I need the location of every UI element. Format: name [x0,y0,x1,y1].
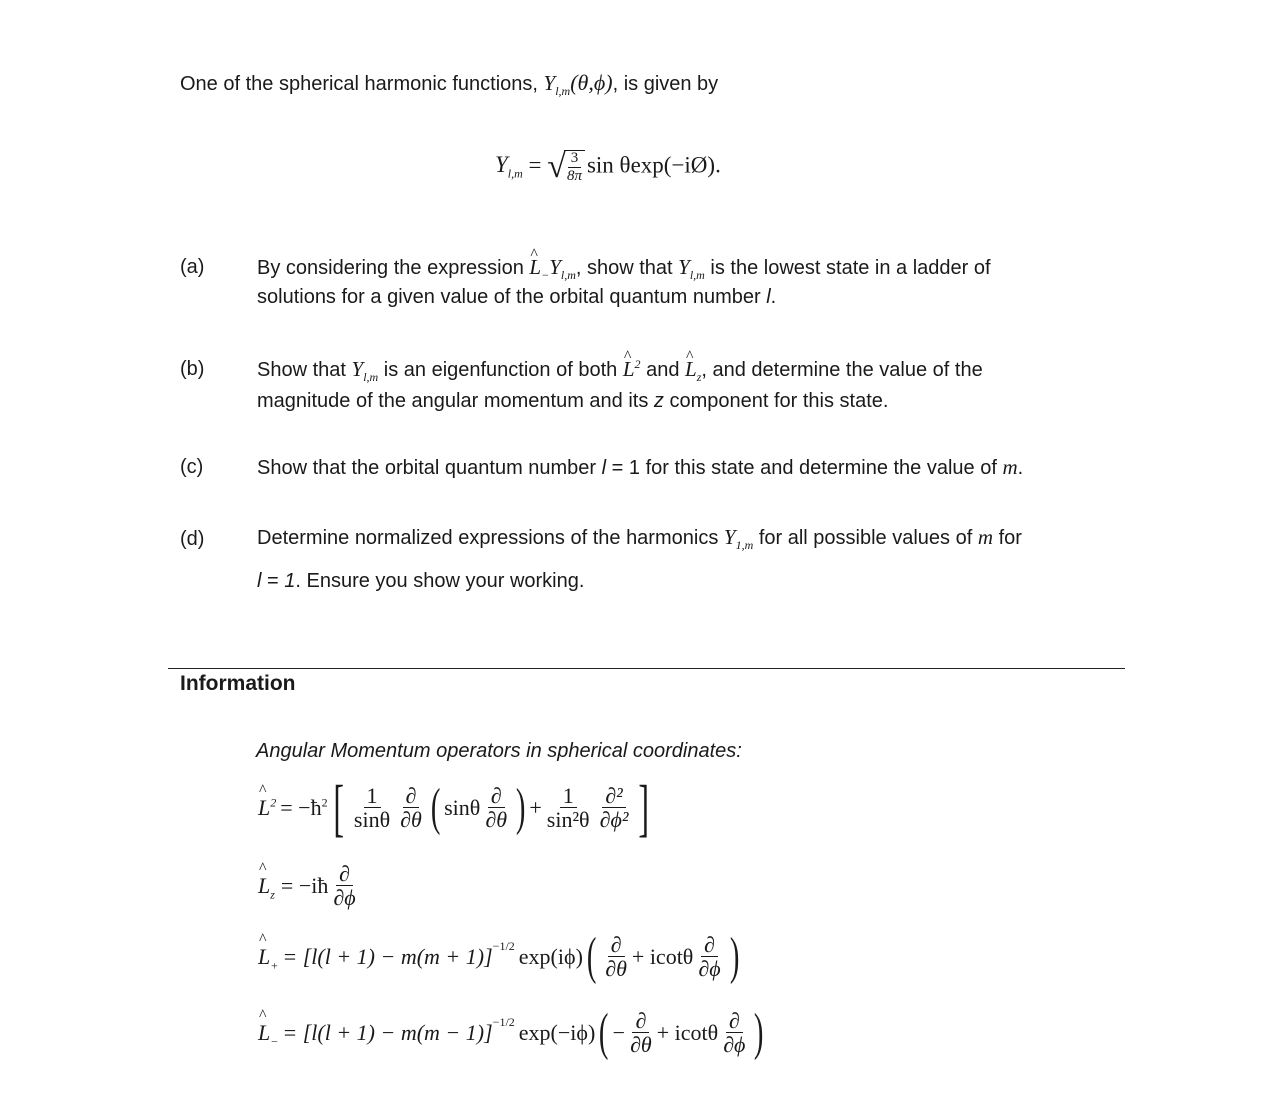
right-bracket-icon: ] [638,772,650,843]
left-bracket-icon: [ [332,772,344,843]
intro-symbol: $Y_{l,m}$ [543,71,571,99]
intro-text-before: One of the spherical harmonic functions, [180,73,538,95]
main-equation [495,148,721,186]
part-b-label: (b) [180,358,205,380]
eq-l-squared: ^ $L^2$ = $-ħ^2$ [ $\frac{1}{\sin\theta}$ $\frac{\partial}{\partial\theta}$ ( sinθ $\frac{\partial}{\partial\theta}$ ) + $\frac{1}{\text{sin²θ}}$ $\frac{\text{∂²}}{\text{∂ϕ²}}$ ] [258,772,655,844]
l-z-operator: ^ L [685,354,697,385]
intro-line [180,70,718,97]
eq-l-z: ^ $L_z$ = −iħ $\frac{\partial}{\partial\phi}$ [258,852,361,920]
part-b-text: Show that $Y_{l,m}$ is an eigenfunction of both ^ $L^2$ and ^ $L_z$, and determine the value of the magnitude of the angular momentum and its z component for this state. [257,354,983,417]
main-eq-rhs: sin θexp(−iØ). [586,152,721,178]
part-c-text: Show that the orbital quantum number l = 1 for this state and determine the value of m. [257,455,1024,479]
intro-args: (θ,ϕ) [570,70,613,95]
sqrt-icon: √ [547,148,566,185]
main-eq-equals: = [528,152,542,178]
information-heading: Information [180,672,296,695]
l-squared-operator: ^ L [623,354,635,385]
part-a-label: (a) [180,256,205,278]
part-d-label: (d) [180,528,205,550]
part-c-label: (c) [180,456,204,478]
intro-text-after: , is given by [612,73,719,95]
l-minus-operator: ^ L [529,252,541,283]
eq-l-minus: ^ $L_-$ = [l(l + 1) − m(m − 1)] −1/2 exp(−iϕ) ( − $\frac{\partial}{\partial\theta}$ + icotθ $\frac{\partial}{\partial\phi}$ ) [258,1002,768,1064]
eq-l-plus: ^ $L_+$ = [l(l + 1) − m(m + 1)] −1/2 exp(iϕ) ( $\frac{\partial}{\partial\theta}$ + icotθ $\frac{\partial}{\partial\phi}$ ) [258,926,743,988]
part-d-text: Determine normalized expressions of the harmonics $Y_{1,m}$ for all possible values of m for l = 1. Ensure you show your working. [257,525,1022,592]
information-subheading: Angular Momentum operators in spherical coordinates: [256,740,742,762]
section-divider [168,668,1125,669]
main-eq-fraction: $\frac{3}{8\pi}$ [564,150,585,184]
main-eq-lhs: $Y_{l,m}$ [495,152,523,181]
part-a-text: By considering the expression ^ $L_-Y_{l,m}$, show that $Y_{l,m}$ is the lowest state in a ladder of solutions for a given value of the orbital quantum number l. [257,252,991,313]
